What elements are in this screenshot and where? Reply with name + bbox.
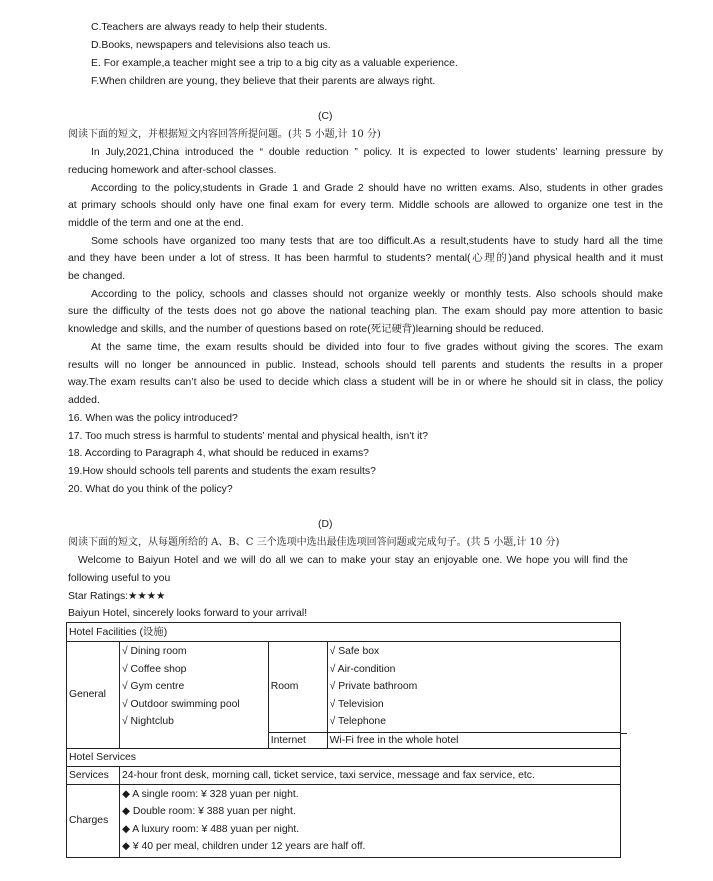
- room-item: √ Air-condition: [329, 663, 396, 675]
- general-label: General: [67, 642, 120, 749]
- question-18: 18. According to Paragraph 4, what should be reduced in exams?: [68, 448, 369, 459]
- question-16: 16. When was the policy introduced?: [68, 413, 238, 424]
- passage-c-line: be changed.: [68, 271, 126, 282]
- passage-c-line: According to the policy, schools and classes should not organize weekly or monthly tests. Also schools should make: [91, 289, 663, 300]
- passage-c-line: sure the difficulty of the tests does not go above the national teaching plan. The exam should pay more attention to basic: [68, 306, 663, 317]
- passage-c-line: added.: [68, 395, 100, 406]
- passage-c-line: At the same time, the exam results should be divided into four to five grades without giving the scores. The exam: [91, 342, 663, 353]
- charge-item: ◆ Double room: ¥ 388 yuan per night.: [121, 806, 296, 818]
- passage-c-line: reducing homework and after-school classes.: [68, 165, 277, 176]
- welcome-line: following useful to you: [68, 573, 171, 584]
- internet-value: Wi-Fi free in the whole hotel: [327, 732, 620, 748]
- option-f: F.When children are young, they believe that their parents are always right.: [91, 76, 436, 87]
- passage-c-line: Some schools have organized too many tests that are too difficult.As a result,students have to study hard all the time: [91, 236, 663, 247]
- room-item: √ Safe box: [329, 646, 380, 657]
- section-d-heading: (D): [318, 519, 333, 530]
- internet-label: Internet: [268, 732, 327, 748]
- hotel-info-table: [66, 622, 621, 858]
- passage-c-line: knowledge and skills, and the number of questions based on rote(死记硬背)learning should be reduced.: [68, 324, 544, 335]
- room-item: √ Private bathroom: [329, 681, 418, 693]
- question-20: 20. What do you think of the policy?: [68, 484, 233, 495]
- question-17: 17. Too much stress is harmful to students’ mental and physical health, isn't it?: [68, 431, 429, 442]
- forward-line: Baiyun Hotel, sincerely looks forward to your arrival!: [68, 608, 308, 619]
- general-item: √ Coffee shop: [121, 663, 187, 675]
- charge-item: ◆ ¥ 40 per meal, children under 12 years are half off.: [121, 841, 366, 853]
- question-19: 19.How should schools tell parents and students the exam results?: [68, 466, 376, 477]
- welcome-line: Welcome to Baiyun Hotel and we will do all we can to make your stay an enjoyable one. We hope you will find the: [78, 555, 628, 566]
- option-d: D.Books, newspapers and televisions also teach us.: [91, 40, 331, 51]
- section-c-instruction: 阅读下面的短文，并根据短文内容回答所提问题。(共 5 小题,计 10 分): [68, 129, 381, 140]
- passage-c-line: In July,2021,China introduced the “ double reduction ” policy. It is expected to lower students’ learning pressure by: [91, 147, 663, 158]
- section-c-heading: (C): [318, 111, 333, 122]
- services-value: 24-hour front desk, morning call, ticket service, taxi service, message and fax service, etc.: [119, 766, 620, 784]
- option-e: E. For example,a teacher might see a trip to a big city as a valuable experience.: [91, 58, 458, 69]
- charges-label: Charges: [67, 784, 120, 857]
- services-label: Services: [67, 766, 120, 784]
- passage-c-line: middle of the term and one at the end.: [68, 218, 244, 229]
- charge-item: ◆ A single room: ¥ 328 yuan per night.: [121, 788, 299, 800]
- section-d-instruction: 阅读下面的短文，从每题所给的 A、B、C 三个选项中选出最佳选项回答问题或完成句子。(共 5 小题,计 10 分): [68, 537, 560, 548]
- passage-c-line: at primary schools should only have one final exam for every term. Middle schools are allowed to organize one test in the: [68, 200, 663, 211]
- general-items: [119, 642, 268, 749]
- passage-c-line: way.The exam results can’t also be used to decide which class a student will be in or where he should sit in class, the policy: [68, 377, 663, 388]
- general-item: √ Dining room: [121, 646, 187, 657]
- room-item: √ Television: [329, 698, 384, 710]
- general-item: √ Nightclub: [121, 716, 174, 728]
- room-item: √ Telephone: [329, 716, 386, 728]
- facilities-title: Hotel Facilities (设施): [67, 623, 621, 642]
- passage-c-line: According to the policy,students in Grade 1 and Grade 2 should have no written exams. Also, students in other grades: [91, 183, 663, 194]
- room-items: [327, 642, 620, 733]
- table-border-overhang: [621, 733, 627, 734]
- charge-item: ◆ A luxury room: ¥ 488 yuan per night.: [121, 823, 300, 835]
- general-item: √ Outdoor swimming pool: [121, 698, 240, 710]
- general-item: √ Gym centre: [121, 681, 185, 693]
- services-title: Hotel Services: [67, 748, 621, 766]
- room-label: Room: [268, 642, 327, 733]
- passage-c-line: and they have been under a lot of stress. It has been harmful to students? mental(心理的)and physical health and it must: [68, 253, 663, 264]
- star-ratings: Star Ratings:★★★★: [68, 591, 166, 602]
- option-c: C.Teachers are always ready to help their students.: [91, 22, 328, 33]
- charges-items: [119, 784, 620, 857]
- passage-c-line: results will no longer be announced in public. Instead, schools should tell parents and students the results in a proper: [68, 360, 663, 371]
